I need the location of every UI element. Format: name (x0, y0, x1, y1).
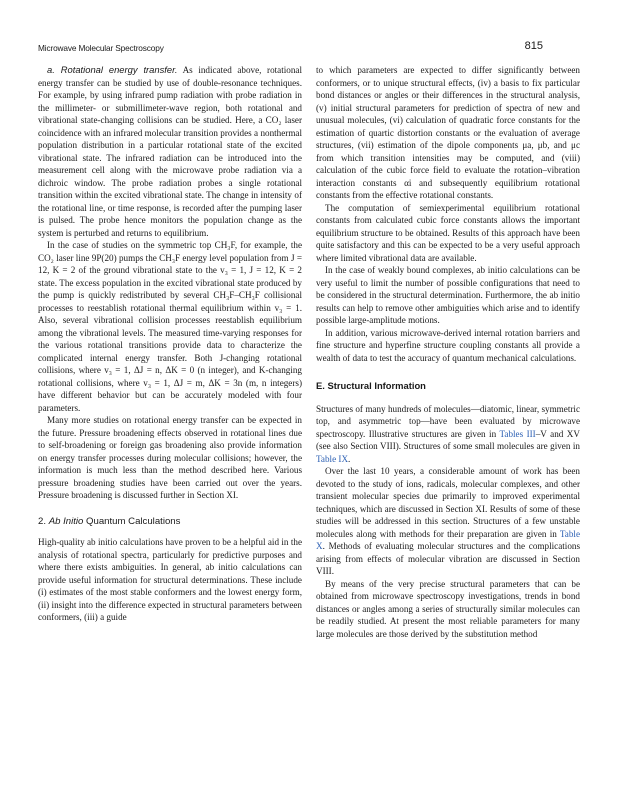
paragraph-text: –V and XV (see also Section VIII). Structures of some small molecules are given in (316, 428, 580, 451)
paragraph-text: As indicated above, rotational energy transfer can be studied by use of double-resonance techniques. For example, by using infrared pump radiation with probe radiation in the millimeter- or submillimeter-wave region, both rotational and vibrational state-changing collisions can be studied. Here, a CO₂ laser coincidence with an infrared molecular transition provides a nonthermal population distribution in a particular rotational state of the excited vibrational state. The infrared radiation can be introduced into the measurement cell along with the microwave probe radiation via a dichroic window. The probe radiation probes a single rotational transition within the excited vibrational state. The change in intensity of the rotational line, or time response, is recorded after the pumping laser is pulsed. The probe hence monitors the population change as the system is perturbed and returns to equilibrium. (38, 65, 302, 238)
paragraph (316, 465, 580, 578)
paragraph-text: Structures of many hundreds of molecules—diatomic, linear, symmetric top, and asymmetric top—have been evaluated by microwave spectroscopy. Illustrative structures are given in (316, 403, 580, 439)
paragraph: By means of the very precise structural parameters that can be obtained from microwave spectroscopy investigations, trends in bond distances or angles among a series of structurally similar molecules can be readily studied. At present the most reliable parameters for many large molecules are those derived by the substitution method (316, 578, 580, 639)
subsection-italic: Ab Initio (48, 515, 84, 527)
table-iii-link[interactable]: Tables III (499, 428, 536, 439)
paragraph-text: Over the last 10 years, a considerable amount of work has been devoted to the study of ions, radicals, molecular complexes, and other transient molecular species due primarily to improved experimental techniques, which are discussed in Section XI. Results of some of these studies will be addressed in this section. Structures of a few unstable molecules along with methods for their preparation are given in (316, 466, 580, 539)
subsection-title: Quantum Calculations (86, 515, 181, 527)
paragraph (316, 403, 580, 466)
paragraph: In the case of weakly bound complexes, ab initio calculations can be very useful to limit the number of possible configurations that need to be considered in the structural determination. Furthermore, the ab initio results can help to remove other ambiguities which arise and to identify possible large-amplitude motions. (316, 265, 580, 325)
paragraph: The computation of semiexperimental equilibrium rotational constants from calculated cubic force constants allows the important equilibrium structure to be obtained. Results of this approach have been quite satisfactory and this can be expected to be a very useful approach where limited vibrational data are available. (316, 202, 580, 263)
paragraph: In the case of studies on the symmetric top CH₃F, for example, the CO₂ laser line 9P(20) pumps the CH₃F energy level population from J = 12, K = 2 of the ground vibrational state to the v₃ = 1, J = 12, K = 2 state. The excess population in the excited vibrational state produced by the pump is quickly redistributed by several CH₃F–CH₃F collisional processes to reestablish rotational thermal equilibrium within v₃ = 1. Also, several vibrational collision processes reestablish equilibrium among the vibrational levels. The measured time-varying responses for the various rotational transitions provide data to characterize the complicated internal energy transfer. Both J-changing rotational collisions, where v₃ = 1, ΔJ = n, ΔK = 0 (n integer), and K-changing rotational collisions, where v₃ = 1, ΔJ = m, ΔK = 3n (m, n integers) have different behavior but can be accurately modeled with four parameters. (38, 240, 302, 413)
left-column (38, 64, 302, 624)
paragraph-text: . Methods of evaluating molecular structures and the complications arising from effects of molecular vibration are discussed in Section VIII. (316, 541, 580, 576)
subsection-heading-ab-initio (38, 516, 302, 529)
paragraph (38, 64, 302, 239)
running-head: Microwave Molecular Spectroscopy (38, 43, 164, 53)
subsection-number: 2. (38, 515, 47, 527)
paragraph: to which parameters are expected to differ significantly between conformers, or to unique structural effects, (iv) a basis to fix particular bond distances or angles or their differences in the structural analysis, (v) initial structural parameters for prediction of spectra of new and unusual molecules, (vi) calculation of quadratic force constants for the estimation of quartic distortion constants or the evaluation of average structures, (vii) estimation of the dipole components μa, μb, and μc from which transition intensities may be computed, and (viii) calculation of the cubic force field to evaluate the rotation–vibration interaction constants αi and subsequently equilibrium rotational constants from the effective rotational constants. (316, 65, 580, 200)
table-ix-link[interactable]: Table IX (316, 453, 349, 464)
subsection-heading-rotational-energy-transfer: a. Rotational energy transfer. (47, 64, 178, 75)
right-column (316, 64, 580, 640)
paragraph-text: . (348, 453, 351, 464)
paragraph: High-quality ab initio calculations have proven to be a helpful aid in the analysis of rotational spectra, particularly for predictive purposes and where there exists ambiguities. In general, ab initio calculations can provide useful information for structural determinations. These include (i) estimates of the most stable conformers and the lowest energy form, (ii) insight into the difference expected in structural parameters between conformers, (iii) a guide (38, 537, 302, 622)
paragraph: Many more studies on rotational energy transfer can be expected in the future. Pressure broadening effects observed in rotational lines due to self-broadening or foreign gas broadening also provide information on energy transfer processes during molecular collisions; however, the information is much less than the method described here. Various pressure broadening studies have been carried out over the years. Pressure broadening is discussed further in Section XI. (38, 415, 302, 500)
table-x-link[interactable]: Table X (316, 528, 580, 551)
section-heading-structural-information: E. Structural Information (316, 380, 426, 391)
page-number: 815 (524, 40, 543, 52)
paragraph: In addition, various microwave-derived internal rotation barriers and fine structure and hyperfine structure coupling constants all provide a wealth of data to test the accuracy of quantum mechanical calculations. (316, 327, 580, 363)
